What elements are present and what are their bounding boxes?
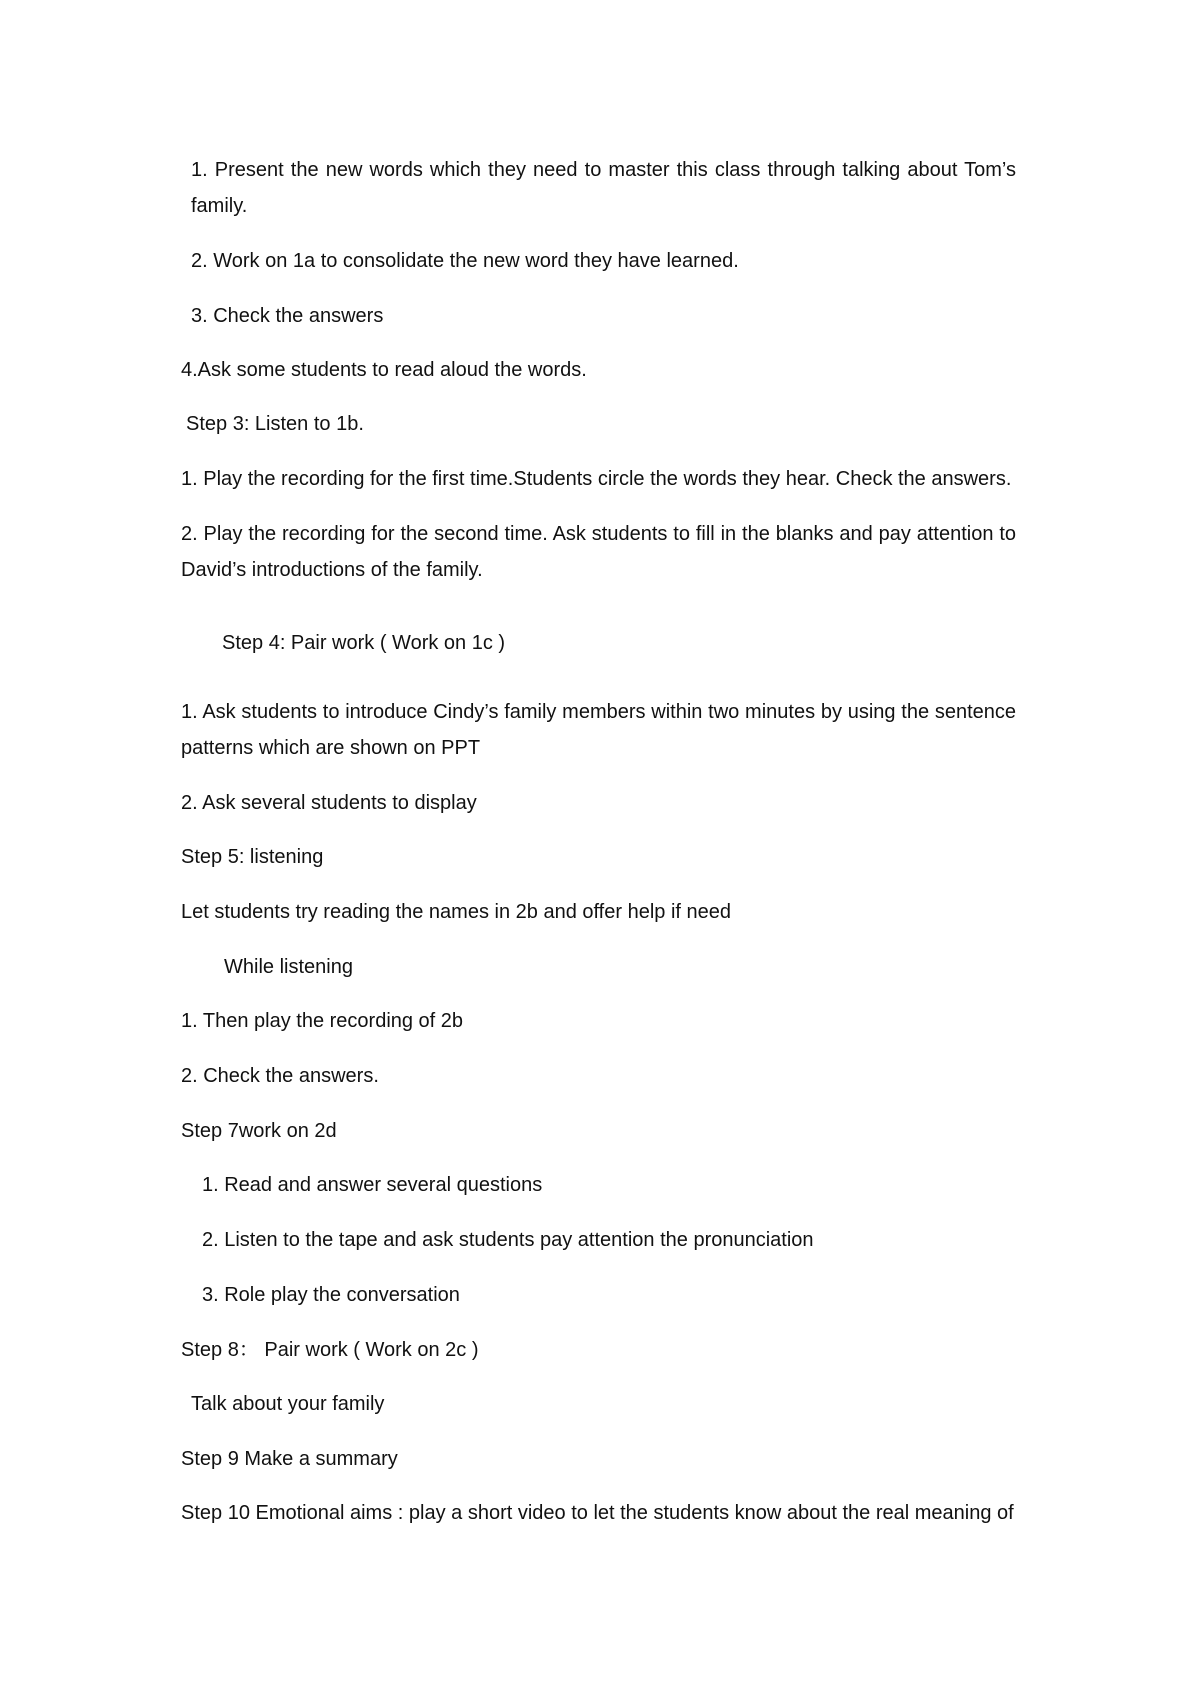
text-line: 2. Ask several students to display [181,792,477,814]
step-heading: Step 3: Listen to 1b. [186,413,364,435]
step-heading: Step 9 Make a summary [181,1448,398,1470]
step-heading: Step 4: Pair work ( Work on 1c ) [222,632,506,654]
text-line: 1. Play the recording for the first time.Students circle the words they hear. Check the answers. [181,468,1012,490]
text-line: Step 10 Emotional aims : play a short video to let the students know about the real meaning of [181,1502,1014,1524]
text-line: 2. Listen to the tape and ask students pay attention the pronunciation [202,1229,814,1251]
text-line: Talk about your family [191,1393,385,1415]
step-heading: Step 8： Pair work ( Work on 2c ) [181,1339,479,1361]
text-line: 3. Check the answers [191,305,384,327]
sub-heading: While listening [224,956,353,978]
text-line: Let students try reading the names in 2b and offer help if need [181,901,731,923]
text-line: 4.Ask some students to read aloud the words. [181,359,587,381]
text-line: 2. Check the answers. [181,1065,379,1087]
text-line: 1. Ask students to introduce Cindy’s family members within two minutes by using the sentence patterns which are shown on PPT [181,701,1016,759]
text-line: 1. Read and answer several questions [202,1174,543,1196]
text-line: 1. Present the new words which they need to master this class through talking about Tom’s family. [191,159,1016,217]
step-heading: Step 7work on 2d [181,1120,337,1142]
text-line: 1. Then play the recording of 2b [181,1010,464,1032]
text-line: 2. Work on 1a to consolidate the new word they have learned. [191,250,739,272]
text-line: 3. Role play the conversation [202,1284,460,1306]
text-line: 2. Play the recording for the second time. Ask students to fill in the blanks and pay attention to David’s introductions of the family. [181,523,1016,581]
step-heading: Step 5: listening [181,846,324,868]
